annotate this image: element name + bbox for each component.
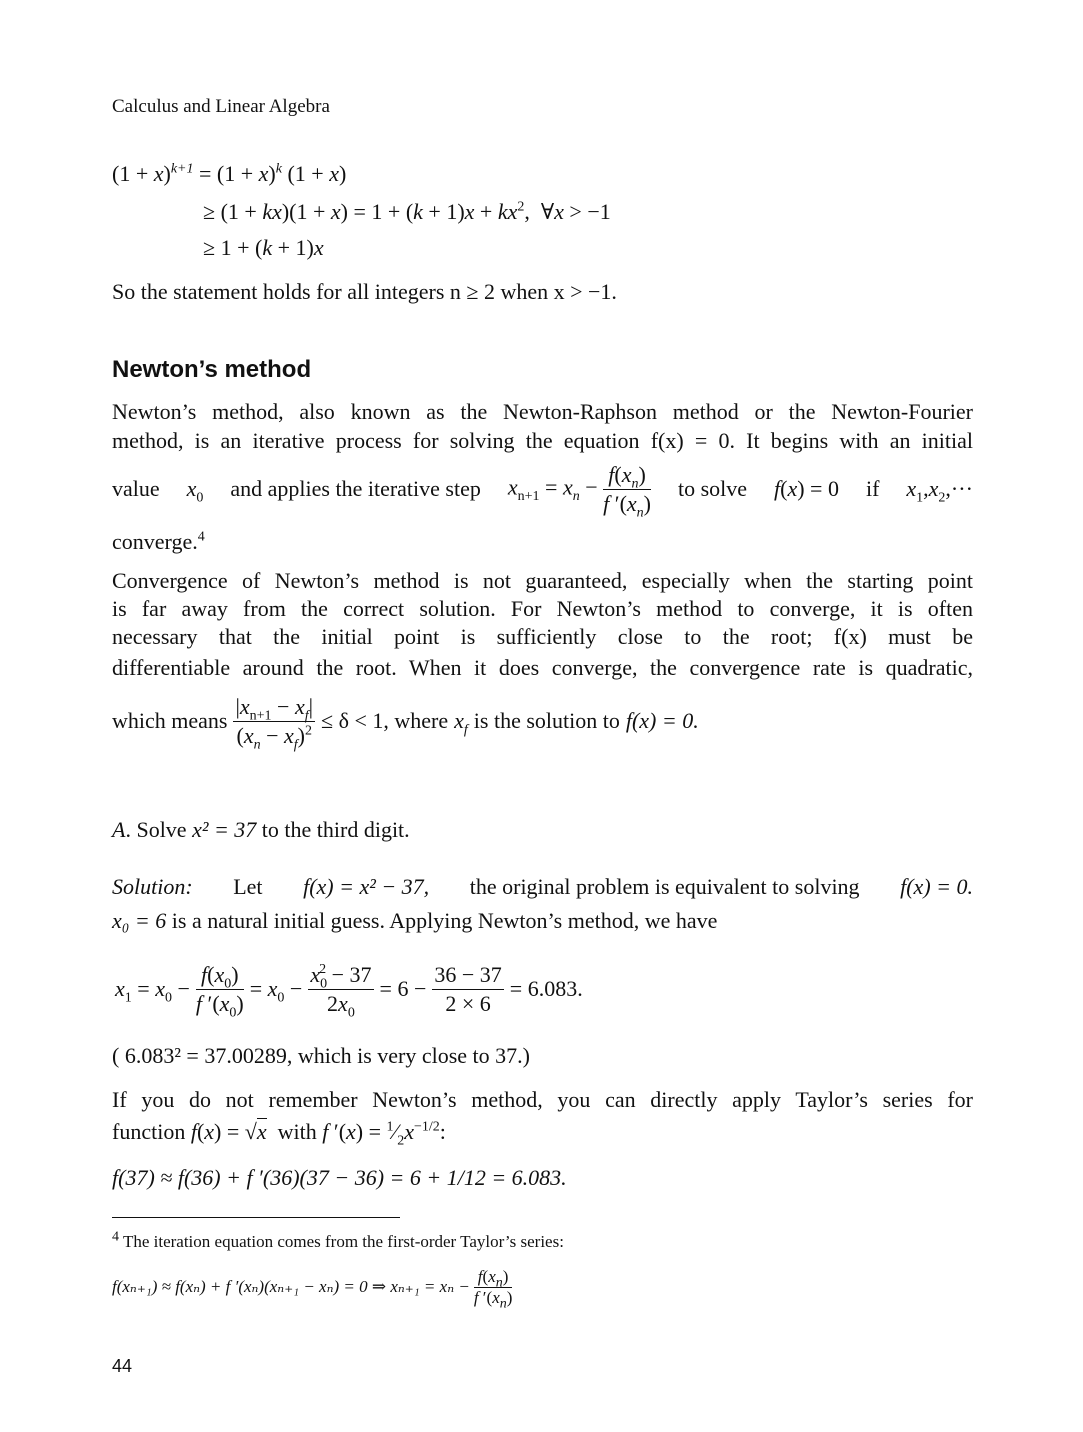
para2-line1: Convergence of Newton’s method is not guaranteed, especially when the starting point <box>112 568 973 593</box>
fraction-convergence-rate: $\frac{|x_{n+1} - x_f|}{(x_n - x_f)^2}$ <box>235 693 314 752</box>
math-fx-def: f(x) = x² − 37, <box>303 874 430 899</box>
footnote-ref: 4 <box>197 529 205 545</box>
para2-line4: differentiable around the root. When it does converge, the convergence rate is quadratic, <box>112 655 973 680</box>
fraction-1: $\frac{f(x_0)}{f '(x_0)}$ <box>195 961 244 1020</box>
page-number: 44 <box>112 1356 133 1376</box>
text-delta-where: ≤ δ < 1, where <box>321 708 449 733</box>
math-x0-guess: x₀ = 6 <box>112 908 167 933</box>
proof-line-1: $(1 + x)^{k+1} = (1 + x)^k$ (1 + x) <box>112 161 347 186</box>
para1-line3 <box>112 458 973 520</box>
solution-label: Solution: <box>112 874 193 899</box>
math-newton-step: $x_{n+1} = x_n$ − $\frac{f(x_n)}{f '(x_n)}$ <box>507 461 651 520</box>
para1-line2: method, is an iterative process for solving the equation f(x) = 0. It begins with an initial <box>112 428 973 453</box>
text-value: value <box>112 476 160 501</box>
text-solution-to: is the solution to <box>473 708 620 733</box>
solution-line1: Solution: Let f(x) = x² − 37, the original problem is equivalent to solving f(x) = 0. <box>112 874 973 899</box>
running-header: Calculus and Linear Algebra <box>112 96 330 117</box>
math-sequence: $x_1,x_2,\cdot\cdot\cdot$ <box>906 476 973 506</box>
para1-line4: converge.$^4$ <box>112 529 205 554</box>
math-fx-zero: f(x) = 0 <box>774 476 839 501</box>
fraction-f-over-fprime: $\frac{f(x_n)}{f '(x_n)}$ <box>603 461 651 520</box>
proof-line-2: ≥ $(1 + kx)(1 + x) = 1 + (k + 1)x + kx^2$, ∀x > −1 <box>203 199 611 224</box>
math-sqrt: f(x) = √x <box>190 1119 267 1144</box>
fraction-2: $\frac{x_0^2 - 37}{2x_0}$ <box>310 961 372 1020</box>
text-which-means: which means <box>112 708 228 733</box>
text-iterative-step: and applies the iterative step <box>230 476 481 501</box>
para2-line3: necessary that the initial point is sufficiently close to the root; f(x) must be <box>112 624 973 649</box>
math-xf: $x_f$ <box>454 708 468 738</box>
problem-label: A <box>112 817 126 842</box>
footnote-equation: f(xₙ₊₁) ≈ f(xₙ) + f ′(xₙ)(xₙ₊₁ − xₙ) = 0 ⇒ xₙ₊₁ = xₙ − $\frac{f(x_n)}{f '(x_n)}$ <box>112 1266 513 1311</box>
section-title: Newton’s method <box>112 356 312 383</box>
math-fx-zero-2: f(x) = 0. <box>625 708 699 733</box>
para2-line2: is far away from the correct solution. For Newton’s method to converge, it is often <box>112 596 973 621</box>
problem-equation: x² = 37 <box>192 817 257 842</box>
fraction-3: $\frac{36 - 37}{2 \times 6}$ <box>434 961 502 1016</box>
solution-line2: x₀ = 6 is a natural initial guess. Applying Newton’s method, we have <box>112 908 718 933</box>
text-to-solve: to solve <box>677 476 748 501</box>
para2-line5 <box>112 688 699 754</box>
math-derivative: f $'(x) = ^1⁄_2x^{-1/2}$: <box>322 1119 446 1149</box>
alt-line1: If you do not remember Newton’s method, you can directly apply Taylor’s series for <box>112 1087 973 1112</box>
newton-computation: $x_1 = x_0$ − $\frac{f(x_0)}{f '(x_0)}$ = $x_0$ − $\frac{x_0^2 - 37}{2x_0}$ = 6 − $\frac{36 - 37}{2 \times 6}$ = 6.083. <box>115 961 583 1020</box>
footnote-rule <box>112 1217 400 1218</box>
solution-check: ( 6.083² = 37.00289, which is very close to 37.) <box>112 1043 530 1068</box>
text-if: if <box>865 476 880 501</box>
proof-conclusion: So the statement holds for all integers n ≥ 2 when x > −1. <box>112 279 617 304</box>
taylor-result: f(37) ≈ f(36) + f ′(36)(37 − 36) = 6 + 1/12 = 6.083. <box>112 1165 567 1190</box>
proof-line-3: ≥ 1 + (k + 1)x <box>203 235 324 260</box>
footnote-text: $^4$ The iteration equation comes from the first-order Taylor’s series: <box>112 1229 564 1251</box>
footnote-fraction: $\frac{f(x_n)}{f '(x_n)}$ <box>473 1266 513 1311</box>
newton-result: = 6.083. <box>509 976 583 1001</box>
alt-line2: function f(x) = √x with f $'(x) = ^1⁄_2x^{-1/2}$: <box>112 1119 446 1149</box>
math-fx-zero-3: f(x) = 0. <box>900 874 973 899</box>
para1-line1: Newton’s method, also known as the Newton-Raphson method or the Newton-Fourier <box>112 399 973 424</box>
problem-statement: A. Solve x² = 37 to the third digit. <box>112 817 410 842</box>
math-x0: $x_0$ <box>186 476 204 506</box>
